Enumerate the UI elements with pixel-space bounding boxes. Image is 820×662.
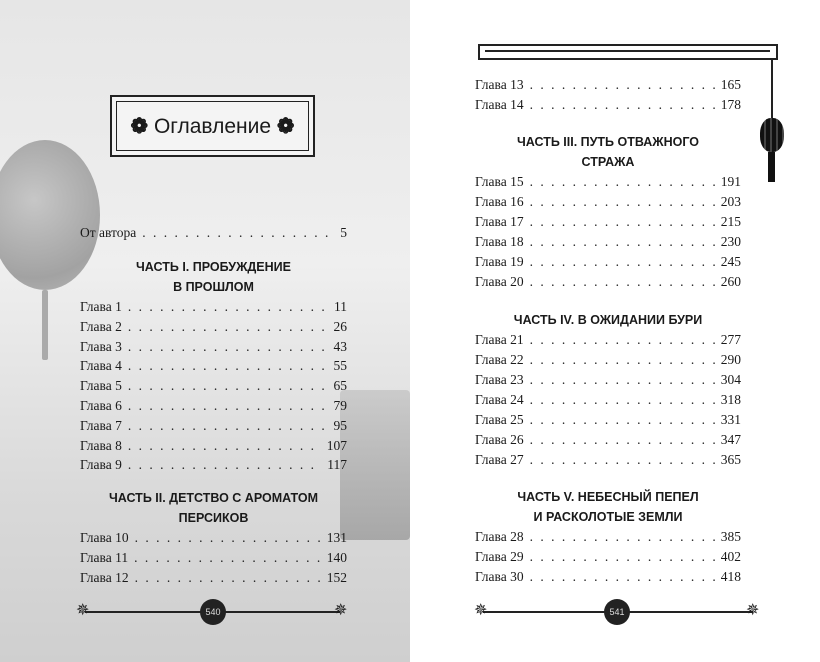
entry-page: 260 [720, 274, 741, 289]
lantern-tassel [768, 152, 775, 182]
dot-leader [530, 272, 715, 292]
dot-leader [530, 567, 715, 587]
dot-leader [128, 455, 321, 475]
dot-leader [530, 350, 715, 370]
entry-label: Глава 3 [80, 338, 122, 354]
right-page [410, 0, 820, 662]
entry-page: 347 [720, 432, 741, 447]
entry-label: Глава 16 [475, 194, 524, 209]
entry-page: 203 [720, 194, 741, 209]
entry-page: 152 [326, 569, 347, 585]
dot-leader [530, 330, 715, 350]
entry-label: Глава 17 [475, 214, 524, 229]
dot-leader [530, 527, 715, 547]
toc-entry[interactable] [475, 450, 741, 470]
dot-leader [530, 172, 715, 192]
header-bar-inner [485, 50, 770, 52]
star-ornament-icon: ✵ [474, 602, 488, 619]
entry-label: Глава 6 [80, 398, 122, 413]
entry-page: 191 [720, 174, 741, 189]
part-heading: ЧАСТЬ V. НЕБЕСНЫЙ ПЕПЕЛ [517, 490, 699, 504]
entry-label: Глава 11 [80, 549, 129, 565]
dot-leader [128, 396, 328, 416]
dot-leader [530, 75, 715, 95]
entry-page: 43 [333, 338, 347, 354]
part-heading: ЧАСТЬ II. ДЕТСТВО С АРОМАТОМ [108, 491, 319, 505]
toc-entry[interactable] [80, 337, 347, 357]
toc-title: Оглавление [153, 115, 272, 138]
page-number: 541 [604, 599, 630, 625]
entry-label: Глава 22 [475, 352, 524, 367]
lantern-tassel [42, 290, 48, 360]
pagoda-illustration [340, 390, 410, 540]
entry-page: 55 [333, 358, 347, 374]
dot-leader [530, 212, 715, 232]
star-ornament-icon: ✵ [334, 602, 348, 619]
entry-label: Глава 26 [475, 432, 524, 447]
entry-page: 385 [720, 529, 741, 544]
entry-page: 290 [720, 352, 741, 367]
entry-page: 230 [720, 234, 741, 249]
entry-page: 165 [720, 77, 741, 92]
toc-entry[interactable] [475, 430, 741, 450]
entry-label: Глава 23 [475, 372, 524, 387]
entry-page: 140 [326, 549, 347, 565]
toc-entry[interactable] [475, 95, 741, 115]
part-heading: ЧАСТЬ I. ПРОБУЖДЕНИЕ [136, 260, 291, 274]
toc-entry[interactable] [80, 436, 347, 456]
dot-leader [530, 232, 715, 252]
entry-page: 117 [327, 457, 347, 473]
entry-label: Глава 27 [475, 452, 524, 467]
entry-label: Глава 12 [80, 569, 129, 585]
page-number: 540 [200, 599, 226, 625]
toc-entry[interactable] [475, 370, 741, 390]
dot-leader [128, 436, 321, 456]
dot-leader [530, 370, 715, 390]
dot-leader [530, 192, 715, 212]
part-heading: ПЕРСИКОВ [178, 511, 249, 525]
star-ornament-icon: ✵ [76, 602, 90, 619]
dot-leader [128, 376, 328, 396]
entry-page: 79 [333, 398, 347, 413]
dot-leader [128, 337, 328, 357]
entry-page: 418 [720, 569, 741, 584]
toc-entry[interactable] [475, 350, 741, 370]
header-bar-ornament [478, 44, 778, 60]
dot-leader [128, 356, 328, 376]
toc-entry[interactable] [475, 212, 741, 232]
toc-entry[interactable] [80, 356, 347, 376]
entry-label: Глава 15 [475, 174, 524, 189]
toc-entry[interactable] [80, 528, 347, 548]
entry-page: 11 [334, 299, 347, 314]
dot-leader [530, 95, 715, 115]
entry-label: Глава 21 [475, 332, 524, 347]
toc-entry[interactable] [475, 410, 741, 430]
toc-entry[interactable] [80, 548, 347, 568]
toc-entry[interactable] [475, 272, 741, 292]
toc-entry[interactable] [475, 567, 741, 587]
dot-leader [530, 450, 715, 470]
toc-entry[interactable] [80, 396, 347, 416]
toc-title-frame [110, 95, 315, 157]
entry-page: 318 [720, 392, 741, 407]
entry-label: Глава 7 [80, 417, 122, 433]
entry-page: 277 [720, 332, 741, 347]
entry-page: 331 [720, 412, 741, 427]
toc-entry[interactable] [475, 252, 741, 272]
entry-label: Глава 4 [80, 358, 122, 374]
dot-leader [530, 252, 715, 272]
part-heading: В ПРОШЛОМ [173, 280, 254, 294]
dot-leader [128, 317, 328, 337]
star-ornament-icon: ✵ [746, 602, 760, 619]
dot-leader [128, 297, 328, 317]
lantern-icon [760, 118, 784, 152]
toc-entry[interactable] [80, 297, 347, 317]
dot-leader [530, 430, 715, 450]
ornament-icon: ❁ [130, 115, 149, 138]
entry-label: Глава 20 [475, 274, 524, 289]
toc-entry[interactable] [475, 330, 741, 350]
dot-leader [530, 547, 715, 567]
entry-page: 26 [333, 318, 347, 334]
entry-label: Глава 19 [475, 254, 524, 269]
toc-entry[interactable] [80, 568, 347, 588]
entry-label: Глава 2 [80, 318, 122, 334]
toc-entry[interactable] [80, 317, 347, 337]
dot-leader [135, 528, 321, 548]
toc-entry[interactable] [80, 223, 347, 243]
toc-entry[interactable] [80, 376, 347, 396]
dot-leader [134, 548, 321, 568]
entry-page: 402 [720, 549, 741, 564]
entry-label: Глава 18 [475, 234, 524, 249]
entry-label: Глава 24 [475, 392, 524, 407]
dot-leader [142, 223, 334, 243]
entry-label: Глава 5 [80, 378, 122, 394]
toc-entry[interactable] [475, 547, 741, 567]
dot-leader [135, 568, 321, 588]
entry-label: Глава 1 [80, 299, 122, 314]
toc-entry[interactable] [80, 455, 347, 475]
entry-page: 304 [720, 372, 741, 387]
entry-label: Глава 28 [475, 529, 524, 544]
toc-entry[interactable] [475, 172, 741, 192]
part-heading: ЧАСТЬ III. ПУТЬ ОТВАЖНОГО [516, 135, 699, 149]
entry-page: 107 [326, 437, 347, 453]
toc-entry[interactable] [475, 390, 741, 410]
entry-page: 178 [720, 97, 741, 112]
toc-entry[interactable] [475, 75, 741, 95]
toc-entry[interactable] [80, 416, 347, 436]
entry-label: Глава 14 [475, 97, 524, 112]
entry-page: 245 [720, 254, 741, 269]
toc-entry[interactable] [475, 192, 741, 212]
entry-label: Глава 25 [475, 412, 524, 427]
entry-label: Глава 13 [475, 77, 524, 92]
entry-page: 131 [326, 530, 347, 545]
toc-entry[interactable] [475, 527, 741, 547]
entry-page: 215 [720, 214, 741, 229]
entry-page: 5 [340, 225, 347, 240]
dot-leader [530, 390, 715, 410]
entry-label: От автора [80, 225, 137, 240]
toc-entry[interactable] [475, 232, 741, 252]
ornament-icon: ❁ [276, 115, 295, 138]
entry-page: 95 [333, 417, 347, 433]
entry-label: Глава 30 [475, 569, 524, 584]
entry-label: Глава 29 [475, 549, 524, 564]
entry-page: 65 [333, 378, 347, 394]
lantern-string [771, 60, 773, 120]
entry-label: Глава 8 [80, 437, 122, 453]
part-heading: ЧАСТЬ IV. В ОЖИДАНИИ БУРИ [513, 313, 703, 327]
part-heading: И РАСКОЛОТЫЕ ЗЕМЛИ [533, 510, 683, 524]
dot-leader [128, 416, 328, 436]
entry-page: 365 [720, 452, 741, 467]
dot-leader [530, 410, 715, 430]
entry-label: Глава 10 [80, 530, 129, 545]
part-heading: СТРАЖА [581, 155, 635, 169]
entry-label: Глава 9 [80, 457, 122, 473]
